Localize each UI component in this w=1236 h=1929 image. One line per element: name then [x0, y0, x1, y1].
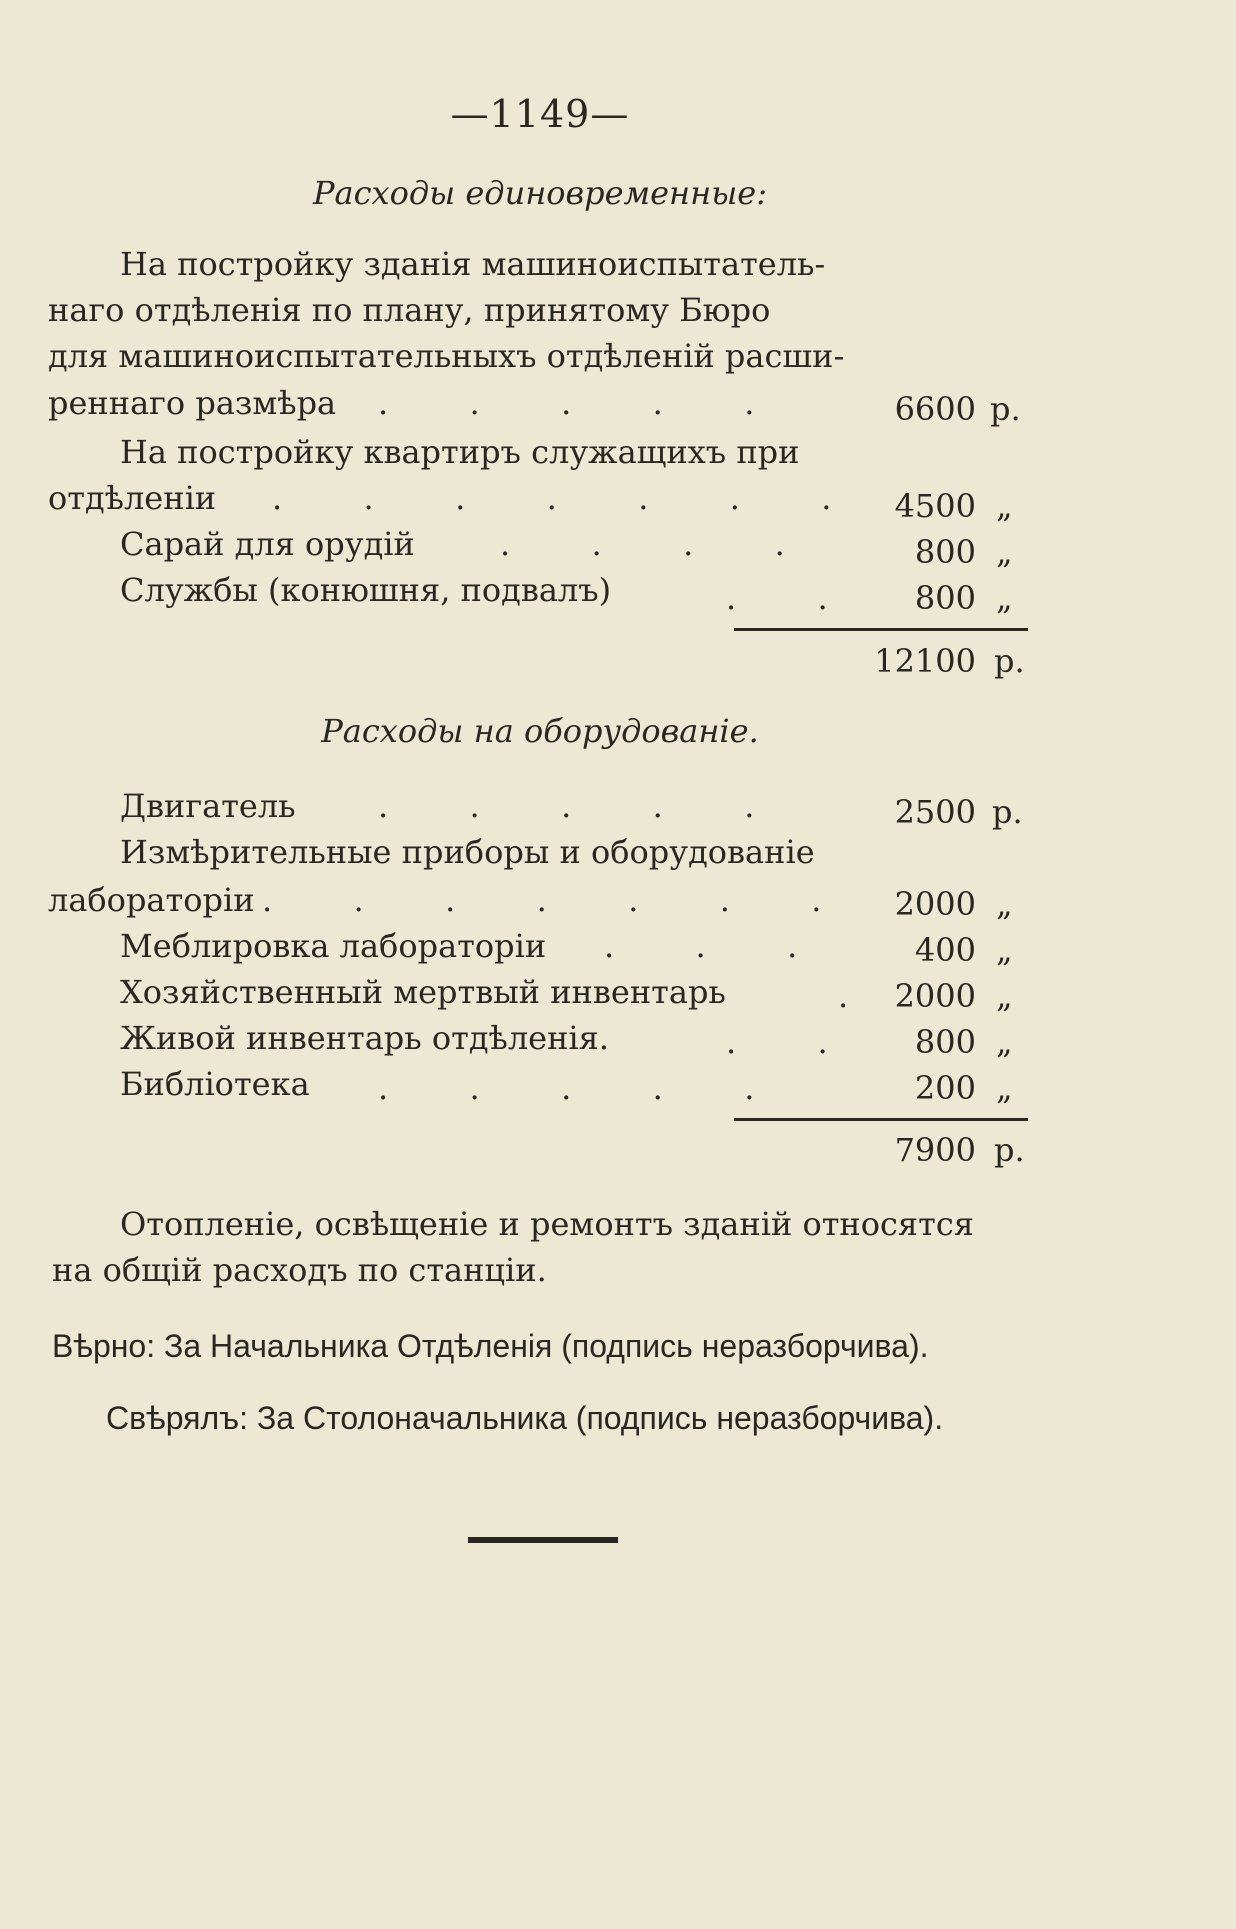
section2-total-unit: р.	[994, 1131, 1025, 1169]
leader-dots: . .	[726, 1023, 828, 1061]
item10-unit: „	[996, 1069, 1013, 1107]
section1-total-unit: р.	[994, 642, 1025, 680]
item4-unit: „	[996, 579, 1013, 617]
sum-rule	[734, 1118, 1028, 1121]
item7-amount: 400	[914, 931, 976, 969]
note-line1: Отопленіе, освѣщеніе и ремонтъ зданій относятся	[120, 1205, 974, 1243]
item8-line1: Хозяйственный мертвый инвентарь	[120, 973, 726, 1011]
item8-amount: 2000	[894, 977, 976, 1015]
item7-line1: Меблировка лабораторіи	[120, 927, 547, 965]
item5-unit: р.	[992, 793, 1023, 831]
leader-dots: . . . . .	[378, 787, 755, 825]
item8-unit: „	[996, 977, 1013, 1015]
item2-amount: 4500	[894, 487, 976, 525]
leader-dots: . . . . . . .	[262, 881, 822, 919]
leader-dots: . . . . .	[378, 384, 755, 422]
item6-unit: „	[996, 885, 1013, 923]
item5-amount: 2500	[894, 793, 976, 831]
leader-dots: . . .	[604, 927, 798, 965]
item1-line4: реннаго размѣра	[48, 384, 337, 422]
item1-line3: для машиноиспытательныхъ отдѣленій расши-	[48, 337, 845, 375]
leader-dots: .	[838, 977, 849, 1015]
section-title-equipment: Расходы на оборудованіе.	[321, 712, 759, 750]
item6-amount: 2000	[894, 885, 976, 923]
item7-unit: „	[996, 931, 1013, 969]
item10-amount: 200	[914, 1069, 976, 1107]
verified-signature-line: Вѣрно: За Начальника Отдѣленія (подпись неразборчива).	[52, 1328, 929, 1364]
item2-unit: „	[996, 487, 1013, 525]
item5-line1: Двигатель	[120, 787, 296, 825]
leader-dots: . . . . .	[378, 1069, 755, 1107]
item1-amount: 6600	[894, 390, 976, 428]
item3-amount: 800	[914, 533, 976, 571]
item9-amount: 800	[914, 1023, 976, 1061]
leader-dots: . . . . . . .	[272, 479, 832, 517]
item1-line1: На постройку зданія машиноиспытатель-	[120, 245, 826, 283]
item3-unit: „	[996, 533, 1013, 571]
item6-line1: Измѣрительные приборы и оборудованіе	[120, 833, 815, 871]
item1-line2: наго отдѣленія по плану, принятому Бюро	[48, 291, 771, 329]
item2-line1: На постройку квартиръ служащихъ при	[120, 433, 800, 471]
end-rule	[468, 1537, 618, 1543]
note-line2: на общій расходъ по станціи.	[52, 1251, 547, 1289]
item4-line1: Службы (конюшня, подвалъ)	[120, 571, 612, 609]
item6-line2: лабораторіи	[48, 881, 255, 919]
checked-signature-line: Свѣрялъ: За Столоначальника (подпись неразборчива).	[106, 1400, 944, 1436]
item4-amount: 800	[914, 579, 976, 617]
sum-rule	[734, 628, 1028, 631]
section1-total: 12100	[874, 642, 976, 680]
item2-line2: отдѣленіи	[48, 479, 217, 517]
section2-total: 7900	[894, 1131, 976, 1169]
leader-dots: . .	[726, 579, 828, 617]
item9-unit: „	[996, 1023, 1013, 1061]
leader-dots: . . . .	[500, 525, 785, 563]
section-title-one-time: Расходы единовременные:	[313, 174, 767, 212]
item3-line1: Сарай для орудій	[120, 525, 415, 563]
page-number: —1149—	[450, 92, 630, 136]
item1-unit: р.	[990, 390, 1021, 428]
item9-line1: Живой инвентарь отдѣленія.	[120, 1019, 610, 1057]
item10-line1: Библіотека	[120, 1065, 310, 1103]
